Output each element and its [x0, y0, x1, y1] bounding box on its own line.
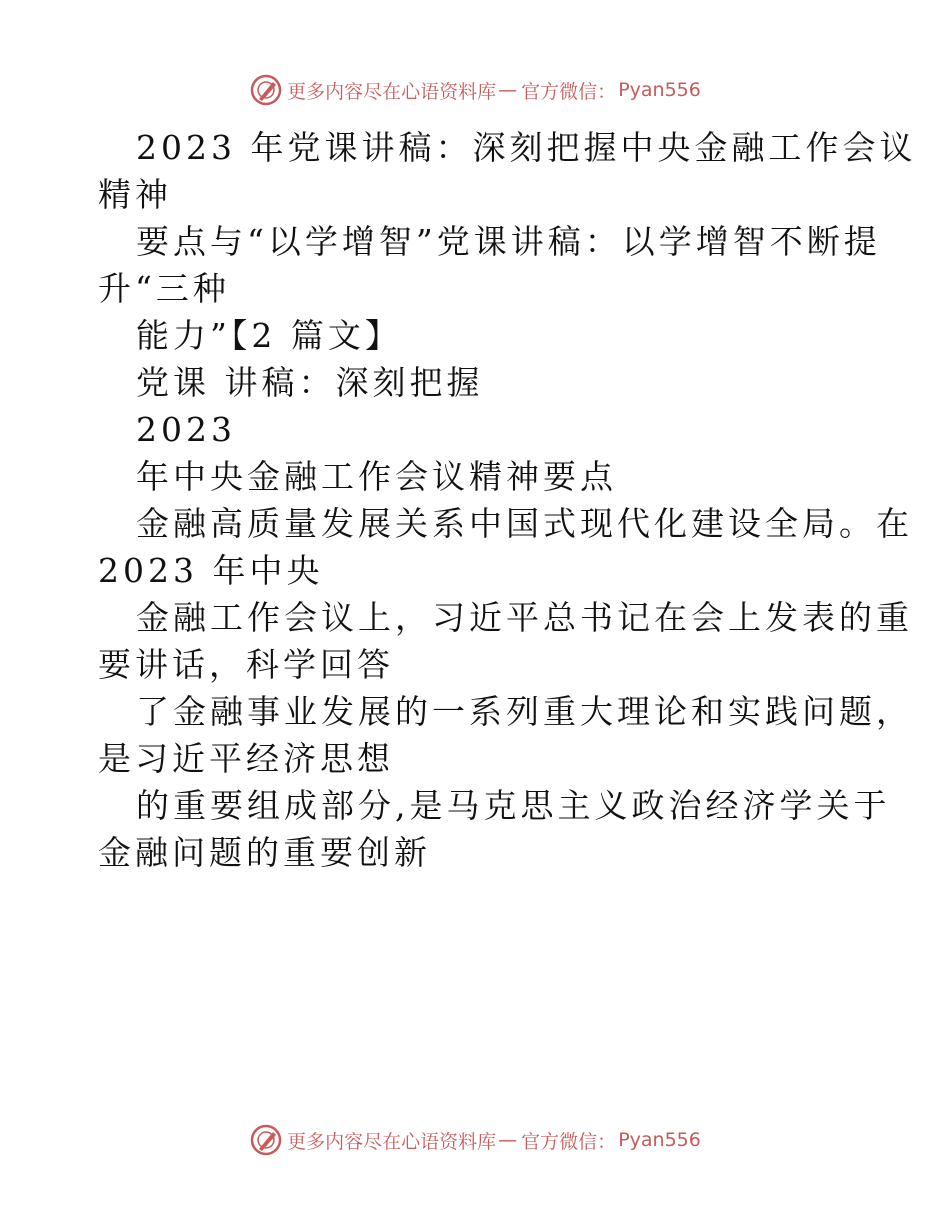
text-line: 党课 讲稿：深刻把握	[136, 363, 484, 402]
text-line: 要讲话，科学回答	[98, 645, 394, 684]
pen-nib-circle-icon	[249, 73, 283, 107]
text-line: 金融工作会议上，习近平总书记在会上发表的重	[136, 598, 913, 637]
header-watermark	[0, 70, 950, 110]
text-line: 2023	[136, 410, 236, 449]
watermark-wechat-id: Pyan556	[618, 79, 701, 101]
text-line: 金融高质量发展关系中国式现代化建设全局。在	[136, 504, 913, 543]
text-line: 精神	[98, 175, 172, 214]
text-line: 2023 年党课讲稿：深刻把握中央金融工作会议	[136, 128, 917, 167]
watermark-site: 更多内容尽在心语资料库	[287, 80, 497, 103]
watermark-separator: —	[498, 1129, 518, 1151]
watermark-separator: —	[498, 79, 518, 101]
text-line: 能力”【2 篇文】	[136, 316, 402, 355]
text-line: 的重要组成部分,是马克思主义政治经济学关于	[136, 786, 891, 825]
text-line: 金融问题的重要创新	[98, 833, 431, 872]
text-line: 2023 年中央	[98, 551, 324, 590]
watermark-wechat-id: Pyan556	[618, 1129, 701, 1151]
footer-watermark	[0, 1120, 950, 1160]
text-line: 了金融事业发展的一系列重大理论和实践问题，	[136, 692, 913, 731]
pen-nib-circle-icon	[249, 1123, 283, 1157]
watermark-label: 官方微信：	[521, 1130, 617, 1153]
watermark-site: 更多内容尽在心语资料库	[287, 1130, 497, 1153]
text-line: 是习近平经济思想	[98, 739, 394, 778]
text-line: 要点与“以学增智”党课讲稿：以学增智不断提	[136, 222, 881, 261]
document-body	[98, 124, 917, 876]
text-line: 年中央金融工作会议精神要点	[136, 457, 617, 496]
watermark-label: 官方微信：	[521, 80, 617, 103]
text-line: 升“三种	[98, 269, 230, 308]
